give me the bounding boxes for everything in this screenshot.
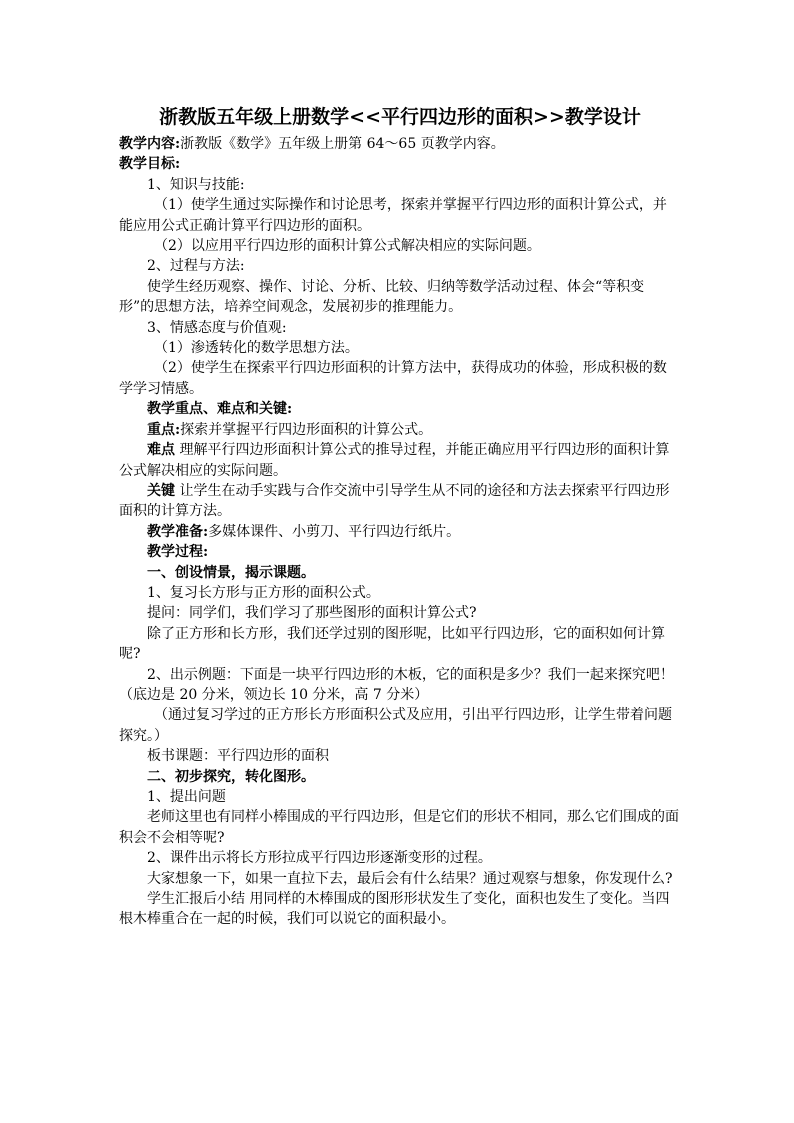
goals-heading: 教学目标: xyxy=(119,156,181,173)
content-line xyxy=(119,134,679,154)
difficulty-line xyxy=(119,440,679,481)
goal1-item2: （2）以应用平行四边形的面积计算公式解决相应的实际问题。 xyxy=(154,238,541,255)
goal2-text: 使学生经历观察、操作、讨论、分析、比较、归纳等数学活动过程、体会“等积变形”的思想方法，培养空间观念，发展初步的推理能力。 xyxy=(119,278,645,316)
goal3-item2: （2）使学生在探索平行四边形面积的计算方法中，获得成功的体验，形成积极的数学学习情感。 xyxy=(119,360,667,397)
goal2-heading: 2、过程与方法: xyxy=(147,258,245,275)
section1-p4: 2、出示例题：下面是一块平行四边形的木板，它的面积是多少？我们一起来探究吧！（底边是 20 分米，领边长 10 分米，高 7 分米） xyxy=(119,666,674,703)
content-text: 浙教版《数学》五年级上册第 64～65 页教学内容。 xyxy=(180,136,505,152)
document-title: 浙教版五年级上册数学<<平行四边形的面积>>教学设计 xyxy=(159,106,641,128)
difficulty-text: 理解平行四边形面积计算公式的推导过程，并能正确应用平行四边形的面积计算公式解决相应的实际问题。 xyxy=(119,442,670,479)
content-label: 教学内容: xyxy=(119,136,181,152)
keys-heading: 教学重点、难点和关键: xyxy=(147,401,293,418)
section2-heading: 二、初步探究，转化图形。 xyxy=(147,768,315,785)
goal1-heading: 1、知识与技能: xyxy=(147,176,245,193)
section1-p6: 板书课题：平行四边形的面积 xyxy=(147,748,329,765)
document-page xyxy=(119,104,679,930)
difficulty-label: 难点 xyxy=(147,442,175,459)
prep-label: 教学准备: xyxy=(147,523,209,540)
section2-p4: 大家想象一下，如果一直拉下去，最后会有什么结果？通过观察与想象，你发现什么? xyxy=(147,870,673,887)
section2-p5: 学生汇报后小结 用同样的木棒围成的图形形状发生了变化，面积也发生了变化。当四根木棒重合在一起的时候，我们可以说它的面积最小。 xyxy=(119,891,670,928)
section1-heading: 一、创设情景，揭示课题。 xyxy=(147,564,315,581)
goal3-heading: 3、情感态度与价值观: xyxy=(147,319,287,336)
prep-line xyxy=(119,522,679,542)
key-label: 关键 xyxy=(147,482,175,499)
section1-p3: 除了正方形和长方形，我们还学过别的图形呢，比如平行四边形，它的面积如何计算呢? xyxy=(119,625,665,663)
focus-label: 重点: xyxy=(147,421,181,438)
section2-p3: 2、课件出示将长方形拉成平行四边形逐渐变形的过程。 xyxy=(147,850,492,867)
section1-p1: 1、复习长方形与正方形的面积公式。 xyxy=(147,584,380,601)
process-heading: 教学过程: xyxy=(147,544,209,561)
focus-text: 探索并掌握平行四边形面积的计算公式。 xyxy=(180,421,433,438)
focus-line xyxy=(119,420,679,440)
section1-p2: 提问：同学们，我们学习了那些图形的面积计算公式? xyxy=(147,605,477,622)
key-text: 让学生在动手实践与合作交流中引导学生从不同的途径和方法去探索平行四边形面积的计算方法。 xyxy=(119,482,670,520)
goal3-item1: （1）渗透转化的数学思想方法。 xyxy=(154,340,359,357)
section2-p1: 1、提出问题 xyxy=(147,789,226,805)
prep-text: 多媒体课件、小剪刀、平行四边行纸片。 xyxy=(208,523,461,540)
section1-p5: （通过复习学过的正方形长方形面积公式及应用，引出平行四边形，让学生带着问题探究。） xyxy=(119,707,672,744)
section2-p2: 老师这里也有同样小棒围成的平行四边形，但是它们的形状不相同，那么它们围成的面积会不会相等呢? xyxy=(119,809,679,846)
goal1-item1: （1）使学生通过实际操作和讨论思考，探索并掌握平行四边形的面积计算公式，并能应用公式正确计算平行四边形的面积。 xyxy=(119,197,667,234)
key-line xyxy=(119,481,679,522)
